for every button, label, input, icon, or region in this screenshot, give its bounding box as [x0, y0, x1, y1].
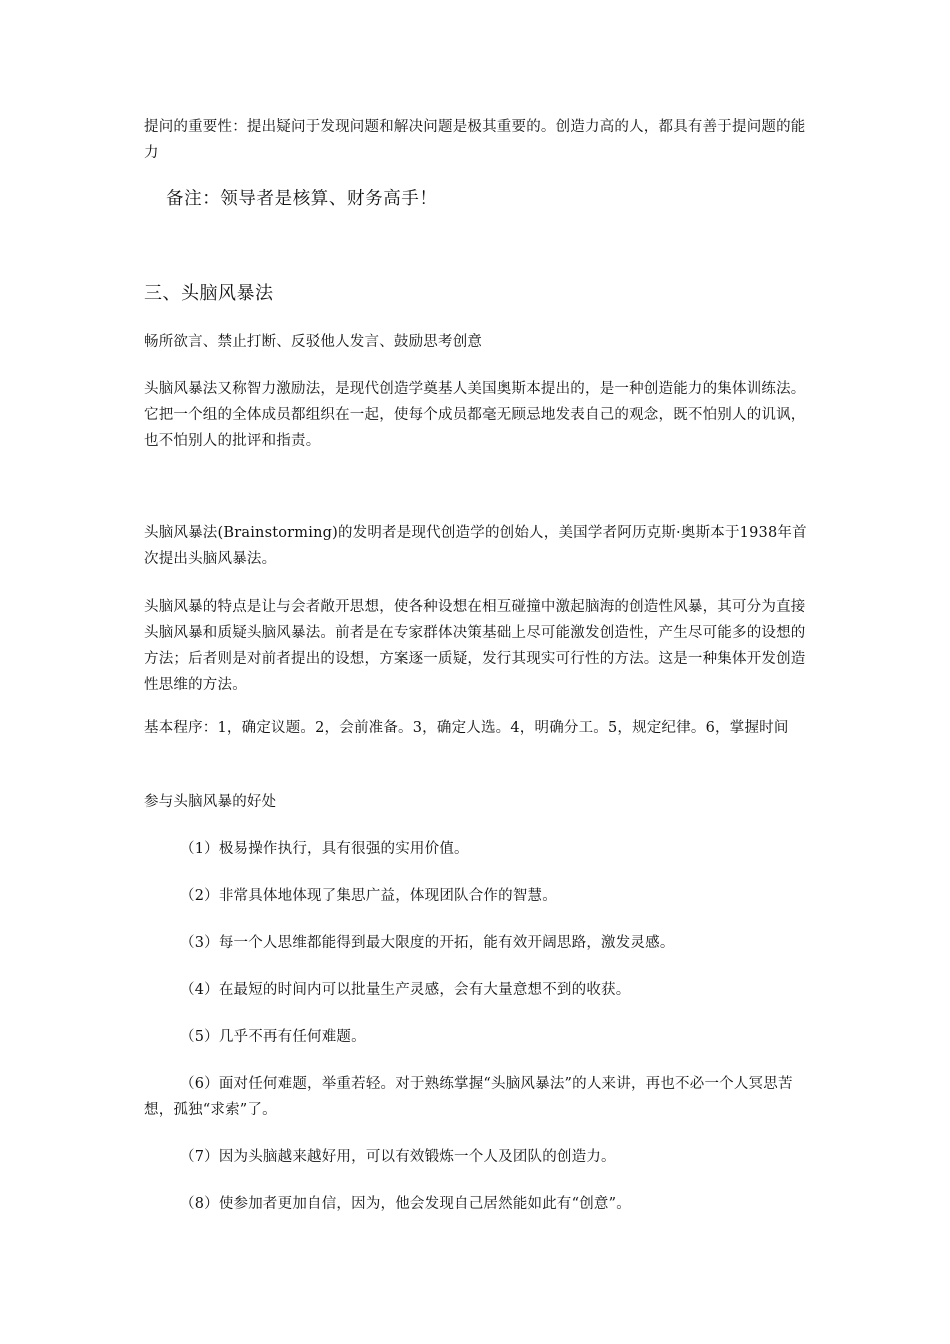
leader-note: 备注：领导者是核算、财务高手！	[166, 189, 438, 209]
brainstorming-origin-paragraph: 头脑风暴法(Brainstorming)的发明者是现代创造学的创始人，美国学者阿历克斯·奥斯本于1938年首次提出头脑风暴法。	[144, 525, 807, 567]
benefit-item-2: （2）非常具体地体现了集思广益，体现团队合作的智慧。	[180, 888, 557, 904]
benefit-item-8: （8）使参加者更加自信，因为，他会发现自己居然能如此有“创意”。	[180, 1196, 631, 1212]
brainstorming-definition-paragraph: 头脑风暴法又称智力激励法，是现代创造学奠基人美国奥斯本提出的，是一种创造能力的集体训练法。它把一个组的全体成员都组织在一起，使每个成员都毫无顾忌地发表自己的观念，既不怕别人的讥讽，也不怕别人的批评和指责。	[144, 381, 806, 449]
brainstorming-principles: 畅所欲言、禁止打断、反驳他人发言、鼓励思考创意	[144, 334, 483, 350]
questioning-importance-paragraph: 提问的重要性：提出疑问于发现问题和解决问题是极其重要的。创造力高的人，都具有善于提问题的能力	[144, 119, 806, 161]
benefit-item-1: （1）极易操作执行，具有很强的实用价值。	[180, 841, 469, 857]
basic-procedure-paragraph: 基本程序：1，确定议题。2，会前准备。3，确定人选。4，明确分工。5，规定纪律。6，掌握时间	[144, 720, 789, 736]
benefit-item-6: （6）面对任何难题，举重若轻。对于熟练掌握“头脑风暴法”的人来讲，再也不必一个人冥思苦想，孤独“求索”了。	[144, 1076, 793, 1118]
benefit-item-5: （5）几乎不再有任何难题。	[180, 1029, 366, 1045]
brainstorming-features-paragraph: 头脑风暴的特点是让与会者敞开思想，使各种设想在相互碰撞中激起脑海的创造性风暴，其可分为直接头脑风暴和质疑头脑风暴法。前者是在专家群体决策基础上尽可能激发创造性，产生尽可能多的设想的方法；后者则是对前者提出的设想，方案逐一质疑，发行其现实可行性的方法。这是一种集体开发创造性思维的方法。	[144, 599, 806, 693]
benefit-item-7: （7）因为头脑越来越好用，可以有效锻炼一个人及团队的创造力。	[180, 1149, 616, 1165]
benefit-item-3: （3）每一个人思维都能得到最大限度的开拓，能有效开阔思路，激发灵感。	[180, 935, 675, 951]
benefits-title: 参与头脑风暴的好处	[144, 794, 277, 810]
section-heading-brainstorming: 三、头脑风暴法	[144, 283, 274, 304]
benefit-item-4: （4）在最短的时间内可以批量生产灵感，会有大量意想不到的收获。	[180, 982, 631, 998]
